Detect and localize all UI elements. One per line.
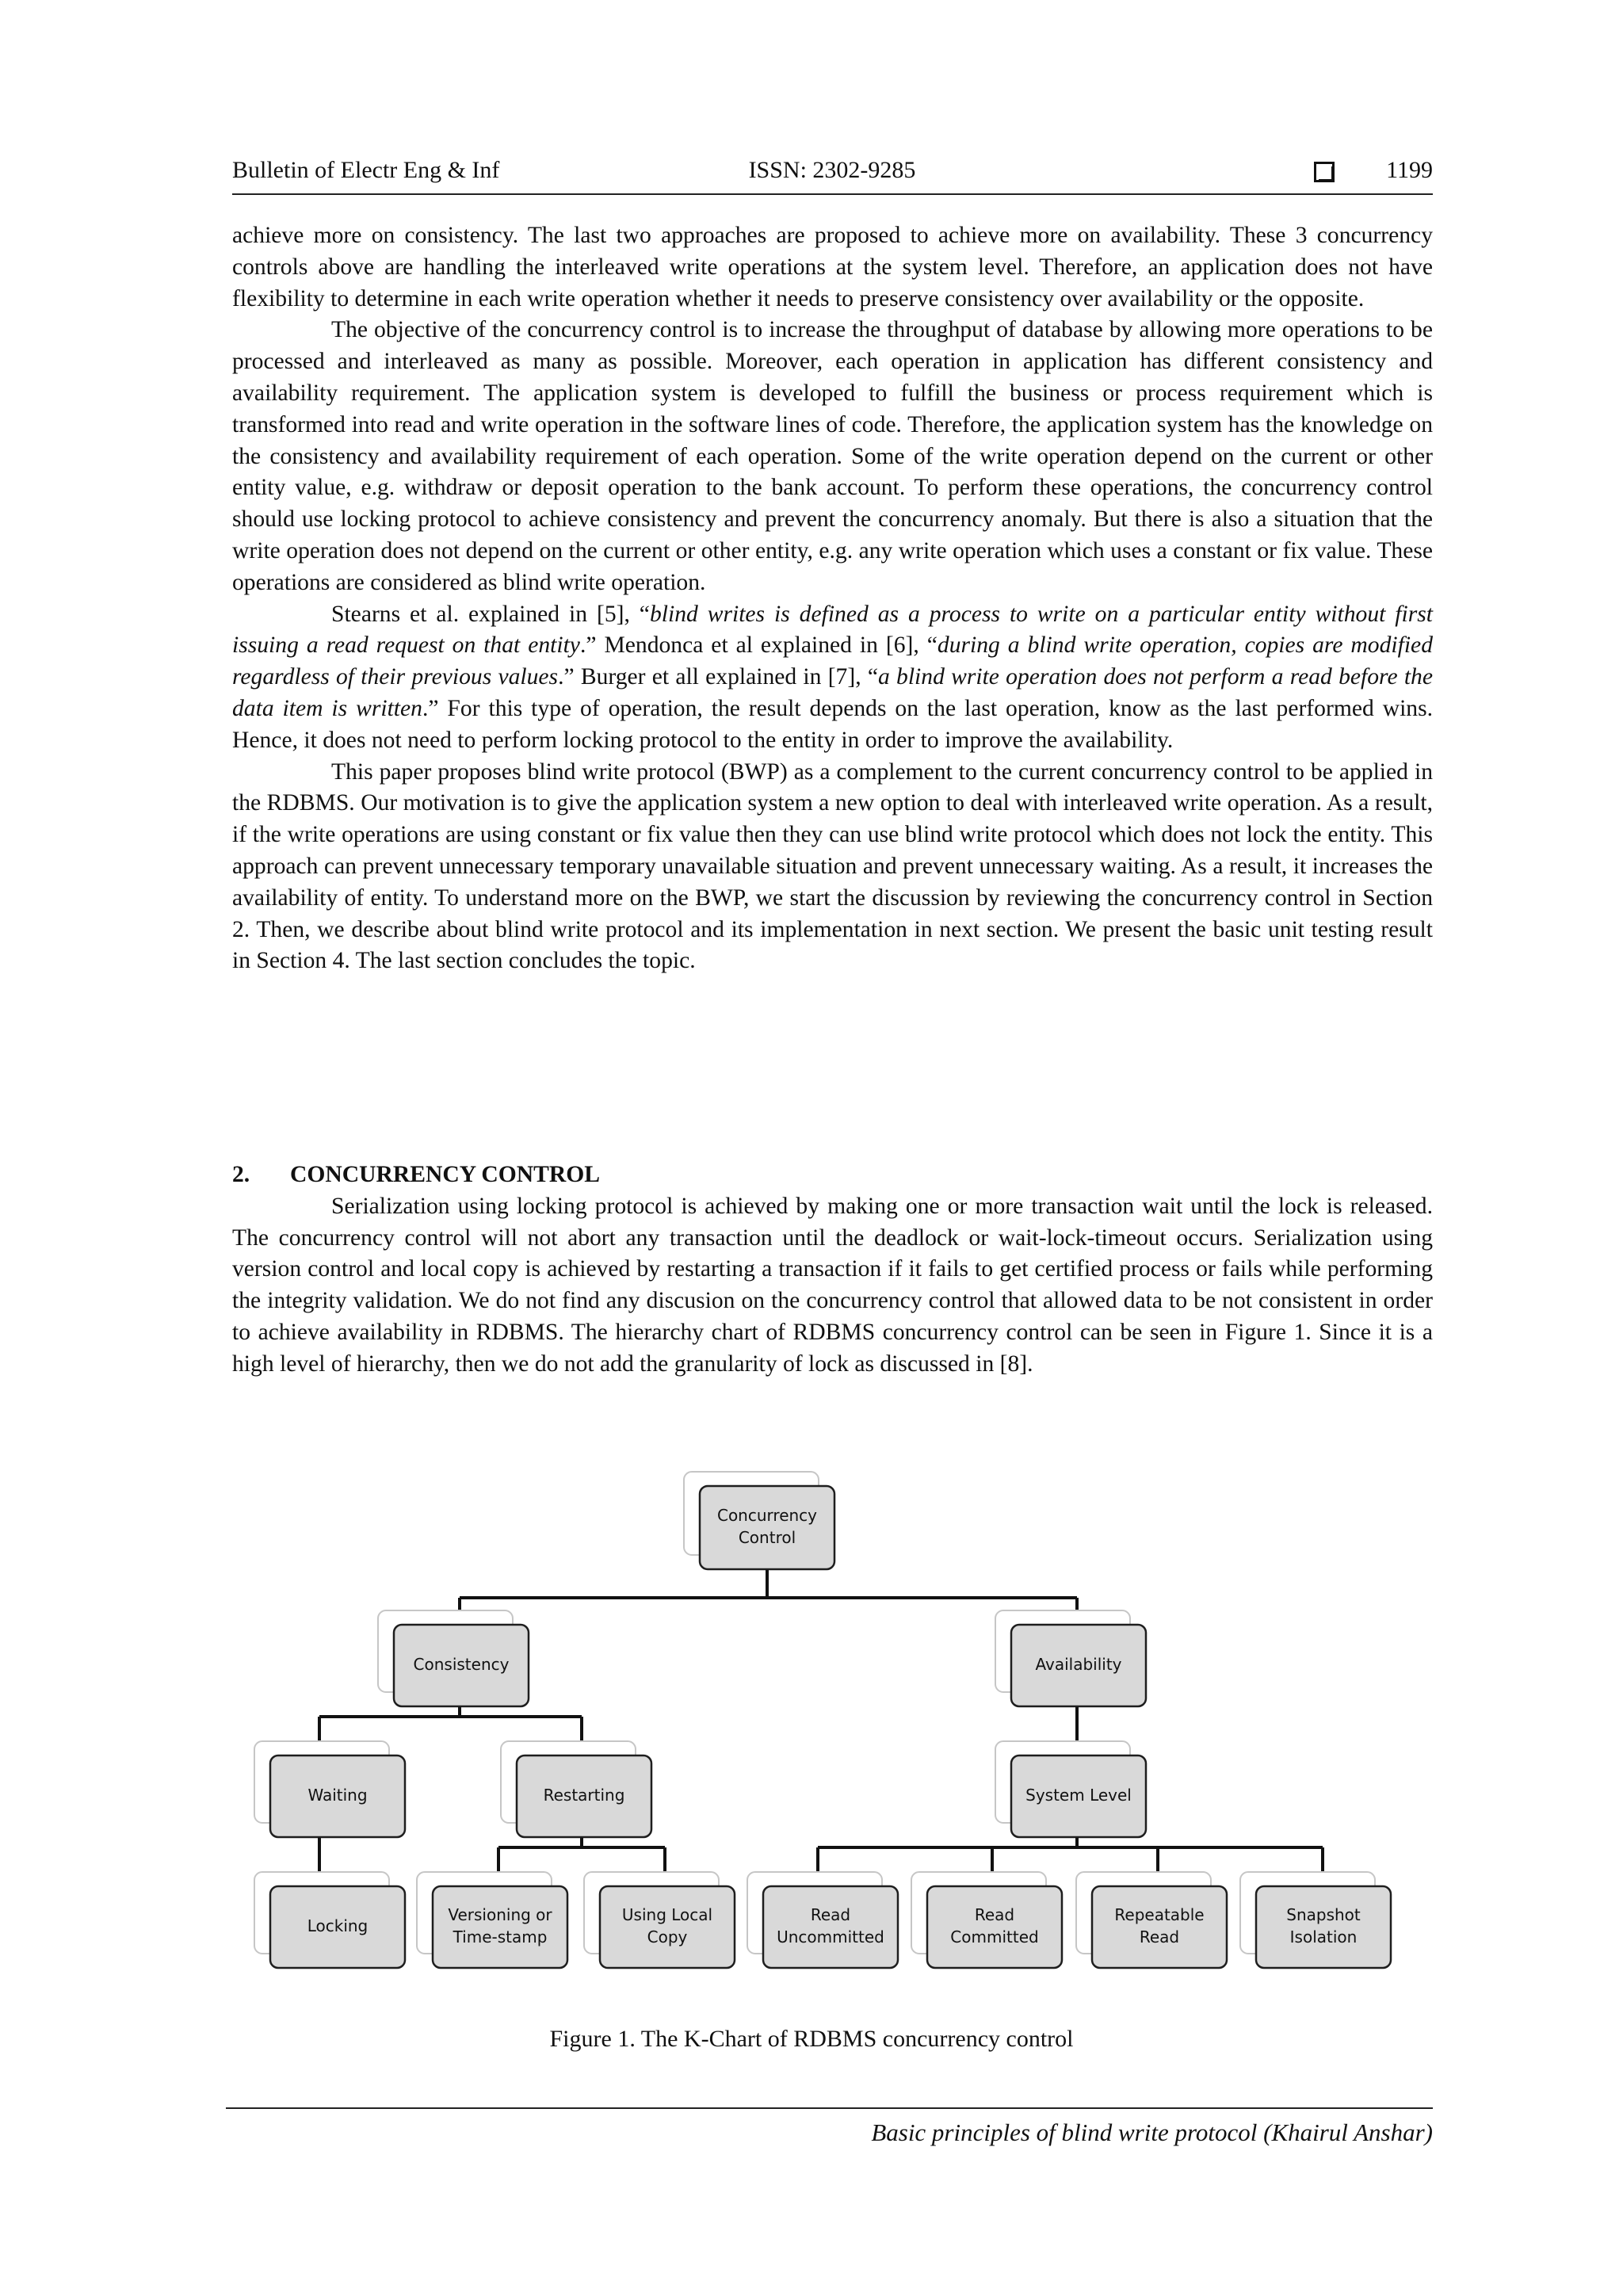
node-label: Restarting (543, 1786, 625, 1805)
node-label: Committed (950, 1927, 1039, 1946)
node-label: Uncommitted (777, 1927, 884, 1946)
section-heading: 2. CONCURRENCY CONTROL (232, 1162, 601, 1187)
paragraph-citations: Stearns et al. explained in [5], “blind writes is defined as a process to write on a particular entity without first issuing a read request on that entity.” Mendonca et al explained in [6], “during a blind write operation, copies are modified regardless of their previous values.” Burger et all explained in [7], “a blind write operation does not perform a read before the data item is written.” For this type of operation, the result depends on the last operation, know as the last performed wins. Hence, it does not need to perform locking protocol to the entity in order to improve the availability. (232, 601, 1434, 753)
node-label: Concurrency (716, 1506, 818, 1525)
node-label: Isolation (1289, 1927, 1358, 1946)
node-system-level (995, 1741, 1146, 1837)
issn: ISSN: 2302-9285 (748, 157, 916, 183)
quote-burger: a blind write operation does not perform a read before the data item is written (232, 664, 1433, 721)
node-versioning (417, 1872, 567, 1968)
node-repeatable-read (1076, 1872, 1227, 1968)
node-label: Read (974, 1905, 1015, 1924)
node-label: Using Local (621, 1905, 713, 1924)
node-label: System Level (1025, 1786, 1132, 1805)
journal-name: Bulletin of Electr Eng & Inf (232, 157, 500, 183)
node-locking (254, 1872, 405, 1968)
quote-stearns: blind writes is defined as a process to write on a particular entity without first issuing a read request on that entity (232, 601, 1433, 659)
chart-nodes (254, 1472, 1391, 1968)
quote-mendonca: during a blind write operation, copies are modified regardless of their previous values (232, 632, 1433, 690)
node-local-copy (584, 1872, 735, 1968)
node-label: Locking (307, 1916, 369, 1935)
paragraph: Serialization using locking protocol is achieved by making one or more transaction wait until the lock is released. The concurrency control will not abort any transaction until the deadlock or wait-lock-timeout occurs. Serialization using version control and local copy is achieved by restarting a transaction if it fails to get certified process or fails while performing the integrity validation. We do not find any discusion on the concurrency control that allowed data to be not consistent in order to achieve availability in RDBMS. The hierarchy chart of RDBMS concurrency control can be seen in Figure 1. Since it is a high level of hierarchy, then we do not add the granularity of lock as discussed in [8]. (232, 1193, 1433, 1377)
page-number: 1199 (1386, 157, 1433, 183)
node-snapshot-isolation (1240, 1872, 1391, 1968)
node-restarting (501, 1741, 651, 1837)
node-label: Control (738, 1528, 796, 1547)
page-footer (226, 2107, 1433, 2146)
node-waiting (254, 1741, 405, 1837)
node-availability (995, 1610, 1146, 1706)
paragraph: The objective of the concurrency control is to increase the throughput of database by allowing more operations to be processed and interleaved as many as possible. Moreover, each operation in application has different consistency and availability requirement. The application system is developed to fulfill the business or process requirement which is transformed into read and write operation in the software lines of code. Therefore, the application system has the knowledge on the consistency and availability requirement of each operation. Some of the write operation depend on the current or other entity value, e.g. withdraw or deposit operation to the bank account. To perform these operations, the concurrency control should use locking protocol to achieve consistency and prevent the concurrency anomaly. But there is also a situation that the write operation does not depend on the current or other entity, e.g. any write operation which uses a constant or fix value. These operations are considered as blind write operation. (232, 317, 1433, 595)
node-label: Availability (1035, 1655, 1122, 1674)
node-read-uncommitted (747, 1872, 898, 1968)
node-label: Time-stamp (453, 1927, 548, 1946)
node-label: Repeatable (1114, 1905, 1205, 1924)
node-consistency (378, 1610, 529, 1706)
node-label: Waiting (307, 1786, 368, 1805)
node-label: Snapshot (1286, 1905, 1361, 1924)
node-label: Copy (647, 1927, 688, 1946)
node-label: Consistency (413, 1655, 510, 1674)
footer-text: Basic principles of blind write protocol (Khairul Anshar) (871, 2118, 1433, 2146)
node-label: Versioning or (448, 1905, 552, 1924)
figure-caption: Figure 1. The K-Chart of RDBMS concurrency control (549, 2026, 1074, 2052)
paragraph: This paper proposes blind write protocol (BWP) as a complement to the current concurrency control to be applied in the RDBMS. Our motivation is to give the application system a new option to deal with interleaved write operation. As a result, if the write operations are using constant or fix value then they can use blind write protocol which does not lock the entity. This approach can prevent unnecessary temporary unavailable situation and prevent unnecessary waiting. As a result, it increases the availability of entity. To understand more on the BWP, we start the discussion by reviewing the concurrency control in Section 2. Then, we describe about blind write protocol and its implementation in next section. We present the basic unit testing result in Section 4. The last section concludes the topic. (232, 758, 1433, 974)
node-read-committed (911, 1872, 1062, 1968)
node-label: Read (810, 1905, 851, 1924)
node-label: Read (1139, 1927, 1180, 1946)
node-root (684, 1472, 834, 1569)
paragraph: achieve more on consistency. The last two approaches are proposed to achieve more on availability. These 3 concurrency controls above are handling the interleaved write operations at the system level. Therefore, an application does not have flexibility to determine in each write operation whether it needs to preserve consistency over availability or the opposite. (232, 223, 1433, 311)
